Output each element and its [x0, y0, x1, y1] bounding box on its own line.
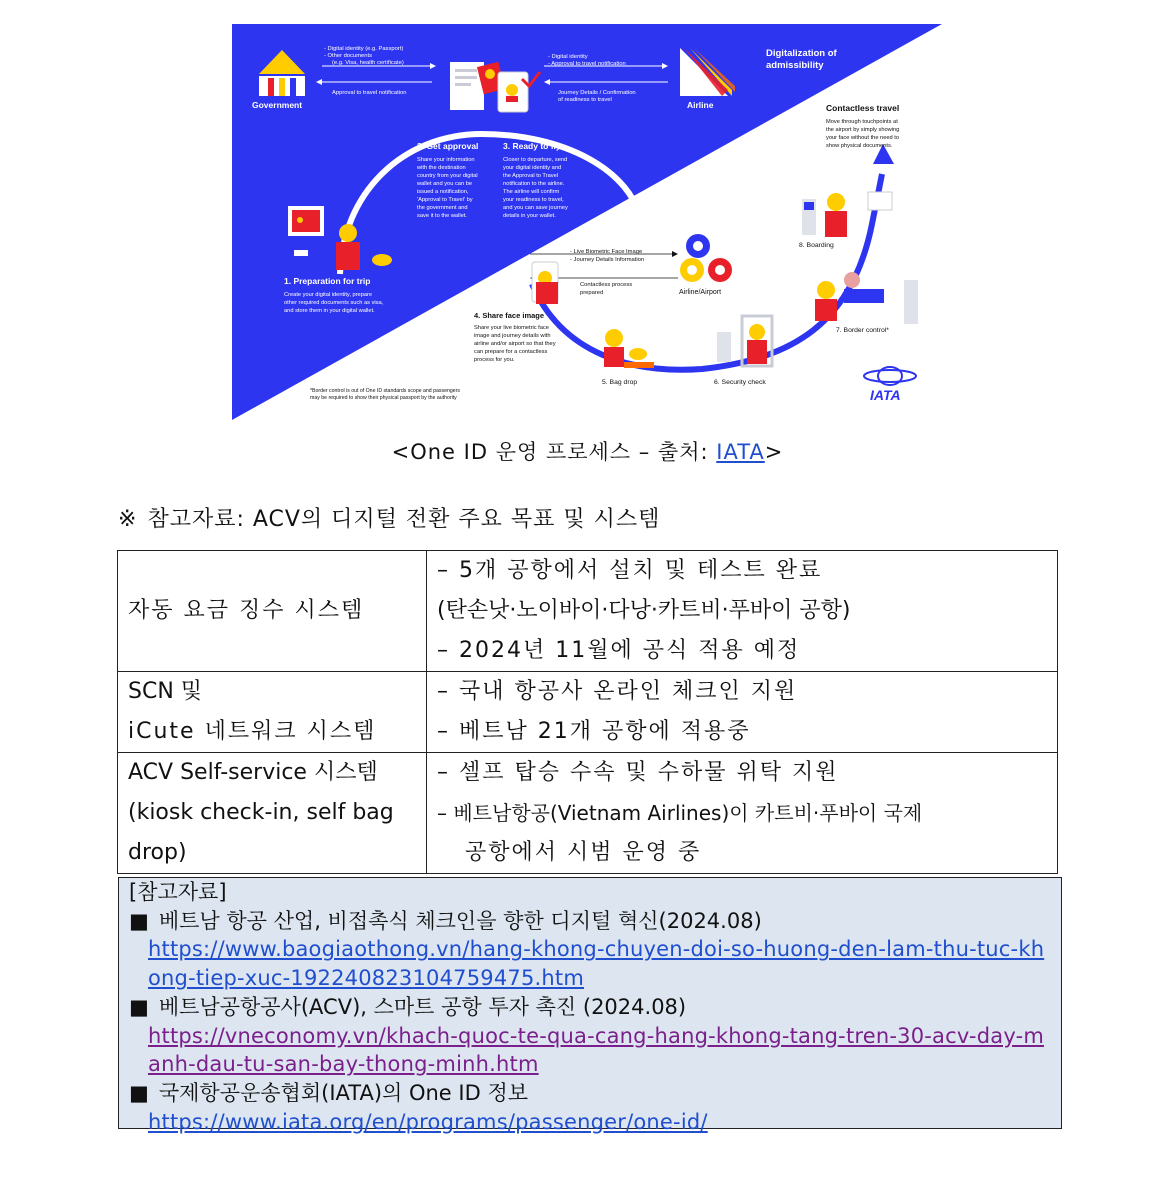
step6-label: 6. Security check: [714, 379, 766, 386]
arrow-right-icon: [672, 251, 678, 257]
airport-return-1: Contactless process: [580, 282, 633, 288]
system-name: iCute 네트워크 시스템: [128, 719, 377, 744]
system-detail-cell: [427, 672, 1058, 753]
step5-label: 5. Bag drop: [602, 379, 638, 386]
table-row: [118, 672, 1058, 753]
system-name: drop): [128, 840, 187, 865]
step1-text: Create your digital identity, prepare other required documents such as visa, and store them in your digital wallet.: [284, 292, 384, 314]
system-name-cell: [118, 551, 427, 672]
one-id-process-figure: [232, 24, 942, 420]
airline-return-label: Journey Details / Confirmation: [558, 90, 636, 96]
airline-item-1: - Digital identity: [548, 54, 588, 60]
step3-title: 3. Ready to fly: [503, 141, 561, 151]
reference-heading: [118, 502, 660, 533]
detail-line: – 5개 공항에서 설치 및 테스트 완료: [437, 558, 823, 583]
figure-caption: [0, 436, 1175, 466]
step4-title: 4. Share face image: [474, 311, 545, 320]
reference-item: [129, 993, 1051, 1022]
airport-item-2: - Journey Details Information: [570, 257, 645, 263]
table-row: [118, 551, 1058, 672]
system-name: 자동 요금 징수 시스템: [128, 598, 365, 623]
step2-title: 2. Get approval: [417, 141, 479, 151]
gov-item-3: (e.g. Visa, health certificate): [332, 60, 404, 66]
airline-item-2: - Approval to travel notification: [548, 61, 626, 67]
contactless-text: Move through touchpoints at the airport by simply showing your face without the need to show physical documents.: [826, 119, 900, 149]
airline-airport-icon: [680, 234, 732, 282]
reference-heading-text: 참고자료: ACV의 디지털 전환 주요 목표 및 시스템: [147, 507, 661, 532]
airline-airport-label: Airline/Airport: [679, 289, 722, 296]
square-bullet-icon: ■: [129, 1080, 149, 1105]
detail-line: – 베트남항공(Vietnam Airlines)이 카트비·푸바이 국제: [437, 801, 923, 825]
detail-line: – 2024년 11월에 공식 적용 예정: [437, 638, 801, 663]
reference-mark-icon: ※: [118, 507, 138, 532]
airport-item-1: - Live Biometric Face Image: [570, 249, 643, 255]
border-control-icon: [815, 272, 918, 324]
airline-label: Airline: [687, 100, 714, 110]
step4-text: Share your live biometric face image and journey details with airline and/or airport so that they can prepare for a contactless process for you.: [474, 325, 556, 363]
system-name: ACV Self-service 시스템: [128, 760, 378, 785]
reference-item-text: 베트남 항공 산업, 비접촉식 체크인을 향한 디지털 혁신(2024.08): [158, 908, 762, 933]
system-name: SCN 및: [128, 679, 203, 704]
detail-line: – 베트남 21개 공항에 적용중: [437, 719, 751, 744]
reference-link[interactable]: https://www.baogiaothong.vn/hang-khong-chuyen-doi-so-huong-den-lam-thu-tuc-khong-tiep-xuc-192240823104759475.htm: [148, 937, 1045, 991]
reference-box: [118, 877, 1062, 1134]
system-detail-cell: [427, 753, 1058, 874]
detail-line: – 셀프 탑승 수속 및 수하물 위탁 지원: [437, 760, 839, 785]
gov-item-2: - Other documents: [324, 53, 373, 59]
reference-item: [129, 907, 1051, 936]
reference-item-text: 국제항공운송협회(IATA)의 One ID 정보: [158, 1080, 529, 1105]
square-bullet-icon: ■: [129, 994, 149, 1019]
government-label: Government: [252, 100, 303, 110]
step8-label: 8. Boarding: [799, 242, 834, 249]
airport-return-2: prepared: [580, 290, 604, 296]
caption-suffix: >: [764, 440, 784, 464]
reference-item-text: 베트남공항공사(ACV), 스마트 공항 투자 촉진 (2024.08): [158, 994, 687, 1019]
step1-title: 1. Preparation for trip: [284, 276, 371, 286]
step3-text: Closer to departure, send your digital identity and the Approval to Travel notification to the airline. The airline will confirm your readiness to travel, and you can save journey details in your wallet.: [503, 157, 568, 219]
heading-line-1: Digitalization of: [766, 48, 837, 59]
contactless-title: Contactless travel: [826, 103, 900, 113]
caption-source-link[interactable]: IATA: [716, 440, 765, 464]
reference-item: [129, 1079, 1051, 1108]
systems-table: [117, 550, 1058, 874]
system-name-cell: [118, 672, 427, 753]
phone-face-icon: [532, 262, 558, 304]
heading-line-2: admissibility: [766, 60, 824, 71]
step2-text: Share your information with the destination country from your digital wallet and you can be issued a notification, 'Approval to Travel' by the government and save it to the wallet.: [417, 157, 478, 219]
reference-box-title: [참고자료]: [129, 880, 227, 904]
caption-text: <One ID 운영 프로세스 – 출처:: [391, 440, 717, 464]
system-name: (kiosk check-in, self bag: [128, 800, 394, 825]
security-check-icon: [717, 316, 772, 366]
detail-line: (탄손낫·노이바이·다낭·카트비·푸바이 공항): [437, 598, 851, 623]
airline-return-label-2: of readiness to travel: [558, 97, 612, 103]
system-detail-cell: [427, 551, 1058, 672]
detail-line: 공항에서 시범 운영 중: [465, 840, 702, 865]
footnote: *Border control is out of One ID standards scope and passengers may be required to show their physical passport by the authority: [310, 388, 460, 401]
step7-label: 7. Border control*: [836, 327, 889, 334]
reference-link[interactable]: https://vneconomy.vn/khach-quoc-te-qua-cang-hang-khong-tang-tren-30-acv-day-manh-dau-tu-san-bay-thong-minh.htm: [148, 1023, 1045, 1077]
bag-drop-icon: [604, 329, 654, 368]
gov-return-label: Approval to travel notification: [332, 90, 407, 96]
boarding-gate-icon: [802, 192, 892, 237]
gov-item-1: - Digital identity (e.g. Passport): [324, 46, 404, 52]
table-row: [118, 753, 1058, 874]
iata-logo: [864, 367, 916, 403]
detail-line: – 국내 항공사 온라인 체크인 지원: [437, 679, 798, 704]
reference-link[interactable]: https://www.iata.org/en/programs/passenger/one-id/: [148, 1109, 708, 1134]
iata-logo-text: IATA: [870, 387, 901, 403]
system-name-cell: [118, 753, 427, 874]
square-bullet-icon: ■: [129, 908, 149, 933]
